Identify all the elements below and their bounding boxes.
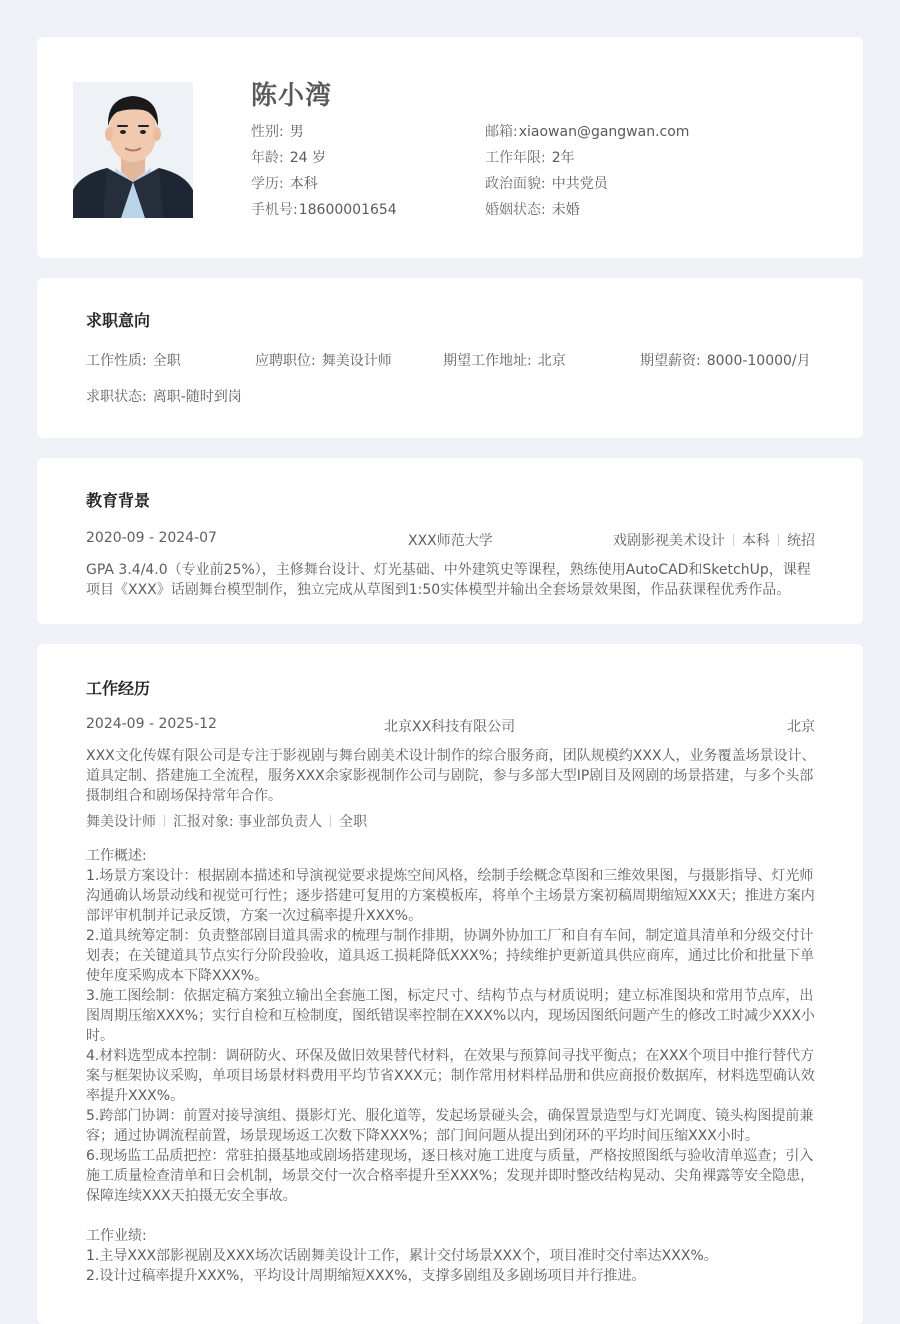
- results-item: 1.主导XXX部影视剧及XXX场次话剧舞美设计工作，累计交付场景XXX个，项目准时交付率达XXX%。: [86, 1248, 718, 1264]
- email-label: 邮箱:: [485, 124, 518, 140]
- spacer: [86, 1206, 816, 1226]
- politics-field: [485, 173, 608, 193]
- company-intro: XXX文化传媒有限公司是专注于影视剧与舞台剧美术设计制作的综合服务商，团队规模约XXX人，业务覆盖场景设计、道具定制、搭建施工全流程，服务XXX余家影视制作公司与剧院，参与多部大型IP剧目及网剧的场景搭建，与多个头部摄制组合和剧场保持常年合作。: [86, 748, 816, 804]
- results-label: 工作业绩:: [86, 1228, 147, 1244]
- section-title: 教育背景: [86, 491, 151, 510]
- section-title: 工作经历: [86, 679, 151, 698]
- salary-label: 期望薪资:: [640, 353, 701, 369]
- work-experience-section: [37, 644, 863, 1324]
- work-period: 2024-09 - 2025-12: [86, 716, 217, 732]
- results-item: 2.设计过稿率提升XXX%，平均设计周期缩短XXX%，支撑多剧组及多剧场项目并行推进。: [86, 1268, 646, 1284]
- work-tags: [86, 812, 816, 832]
- avatar: [73, 82, 193, 218]
- overview-item: 5.跨部门协调：前置对接导演组、摄影灯光、服化道等，发起场景碰头会，确保置景造型与灯光调度、镜头构图提前兼容；通过协调流程前置，场景现场返工次数下降XXX%；部门间问题从提出到闭环的平均时间压缩XXX小时。: [86, 1108, 814, 1144]
- salary-value: 8000-10000/月: [706, 353, 811, 369]
- divider: [733, 534, 734, 546]
- age-value: 24 岁: [289, 150, 326, 166]
- position-field: [255, 350, 392, 370]
- major: 戏剧影视美术设计: [613, 533, 725, 549]
- salary-field: [640, 350, 811, 370]
- education-tags: [613, 530, 815, 550]
- divider: [164, 815, 165, 827]
- divider: [778, 534, 779, 546]
- education-description: GPA 3.4/4.0（专业前25%），主修舞台设计、灯光基础、中外建筑史等课程，熟练使用AutoCAD和SketchUp，课程项目《XXX》话剧舞台模型制作，独立完成从草图到1:50实体模型并输出全套场景效果图，作品获课程优秀作品。: [86, 562, 811, 598]
- job-type-field: [86, 350, 181, 370]
- phone-label: 手机号:: [251, 202, 298, 218]
- overview-item: 2.道具统筹定制：负责整部剧目道具需求的梳理与制作排期，协调外协加工厂和自有车间，制定道具清单和分级交付计划表；在关键道具节点实行分阶段验收，道具返工损耗降低XXX%；持续维护更新道具供应商库，通过比价和批量下单使年度采购成本下降XXX%。: [86, 928, 815, 984]
- location-field: [443, 350, 566, 370]
- role: 舞美设计师: [86, 814, 156, 830]
- overview-label: 工作概述:: [86, 848, 147, 864]
- age-field: [251, 147, 326, 167]
- marital-label: 婚姻状态:: [485, 202, 546, 218]
- phone-value[interactable]: 18600001654: [298, 202, 397, 218]
- report-to: 汇报对象: 事业部负责人: [173, 814, 323, 830]
- marital-field: [485, 199, 580, 219]
- education-field: [251, 173, 318, 193]
- status-value: 离职-随时到岗: [152, 389, 242, 405]
- job-type-label: 工作性质:: [86, 353, 147, 369]
- education-value: 本科: [289, 176, 318, 192]
- email-value[interactable]: xiaowan@gangwan.com: [518, 124, 690, 140]
- marital-value: 未婚: [551, 202, 580, 218]
- education-section: [37, 458, 863, 624]
- education-period: 2020-09 - 2024-07: [86, 530, 217, 546]
- work-city: 北京: [787, 719, 815, 735]
- years-value: 2年: [551, 150, 575, 166]
- status-field: [86, 386, 242, 406]
- politics-label: 政治面貌:: [485, 176, 546, 192]
- avatar-photo: [73, 82, 193, 218]
- age-label: 年龄:: [251, 150, 284, 166]
- work-job-type: 全职: [339, 814, 368, 830]
- company-name: 北京XX科技有限公司: [384, 719, 516, 735]
- location-label: 期望工作地址:: [443, 353, 532, 369]
- job-intent-section: [37, 278, 863, 438]
- degree: 本科: [742, 533, 770, 549]
- overview-item: 1.场景方案设计：根据剧本描述和导演视觉要求提炼空间风格，绘制手绘概念草图和三维效果图，与摄影指导、灯光师沟通确认场景动线和视觉可行性；逐步搭建可复用的方案模板库，将单个主场景方案初稿周期缩短XXX天；推进方案内部评审机制并记录反馈，方案一次过稿率提升XXX%。: [86, 868, 815, 924]
- work-header-row: [86, 716, 815, 736]
- years-field: [485, 147, 575, 167]
- phone-field: [251, 199, 397, 219]
- gender-value: 男: [289, 124, 304, 140]
- school-name: XXX师范大学: [408, 533, 493, 549]
- overview-item: 3.施工图绘制：依据定稿方案独立输出全套施工图，标定尺寸、结构节点与材质说明；建立标准图块和常用节点库，出图周期压缩XXX%；实行自检和互检制度，图纸错误率控制在XXX%以内，现场因图纸问题产生的修改工时减少XXX小时。: [86, 988, 815, 1044]
- education-label: 学历:: [251, 176, 284, 192]
- years-label: 工作年限:: [485, 150, 546, 166]
- profile-card: [37, 37, 863, 258]
- position-value: 舞美设计师: [321, 353, 392, 369]
- overview-item: 6.现场监工品质把控：常驻拍摄基地或剧场搭建现场，逐日核对施工进度与质量，严格按照图纸与验收清单巡查；引入施工质量检查清单和日会机制，场景交付一次合格率提升至XXX%；发现并即时整改结构晃动、尖角裸露等安全隐患，保障连续XXX天拍摄无安全事故。: [86, 1148, 815, 1204]
- gender-field: [251, 121, 304, 141]
- status-label: 求职状态:: [86, 389, 147, 405]
- job-type-value: 全职: [152, 353, 181, 369]
- overview-item: 4.材料选型成本控制：调研防火、环保及做旧效果替代材料，在效果与预算间寻找平衡点；在XXX个项目中推行替代方案与框架协议采购，单项目场景材料费用平均节省XXX元；制作常用材料样品册和供应商报价数据库，材料选型确认效率提升XXX%。: [86, 1048, 815, 1104]
- enroll-type: 统招: [787, 533, 815, 549]
- divider: [330, 815, 331, 827]
- gender-label: 性别:: [251, 124, 284, 140]
- section-title: 求职意向: [86, 311, 151, 330]
- position-label: 应聘职位:: [255, 353, 316, 369]
- location-value: 北京: [537, 353, 566, 369]
- education-header-row: [86, 530, 815, 550]
- politics-value: 中共党员: [551, 176, 608, 192]
- email-field: [485, 121, 689, 141]
- candidate-name: 陈小湾: [251, 81, 333, 111]
- work-body: [86, 746, 816, 1286]
